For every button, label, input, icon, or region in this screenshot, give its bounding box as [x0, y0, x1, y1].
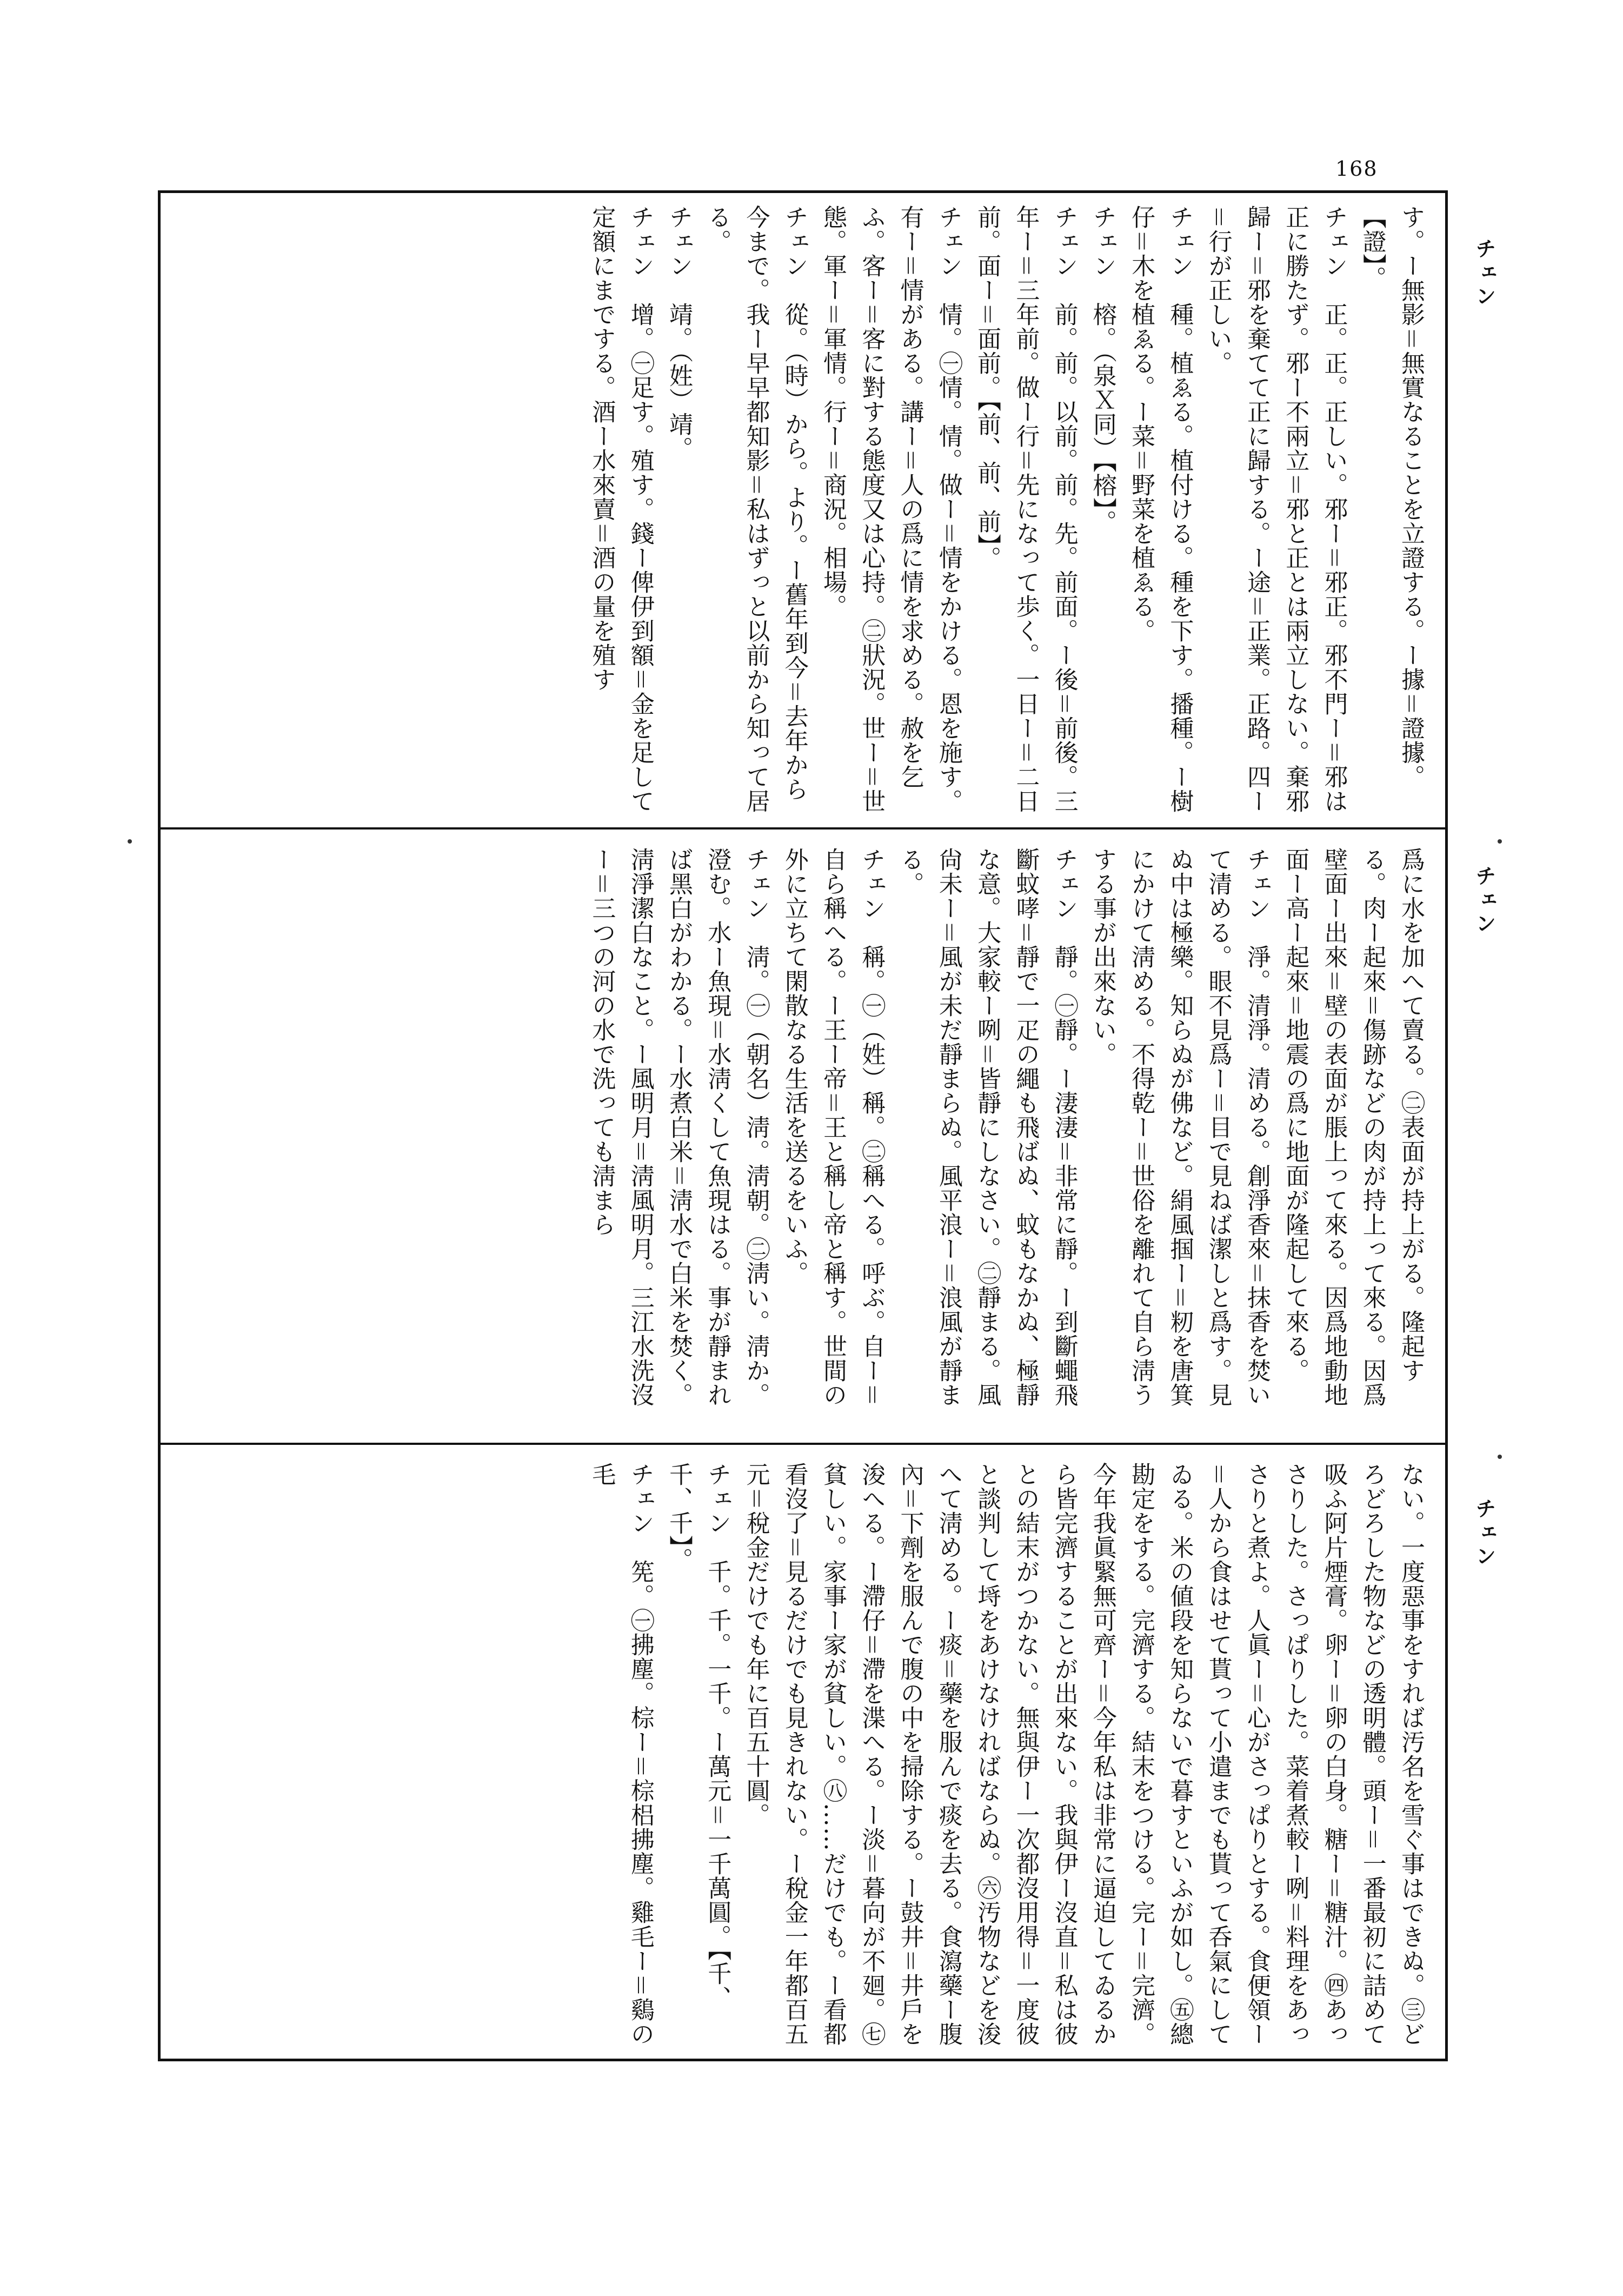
margin-mark: [128, 839, 132, 844]
dictionary-band-top: [161, 193, 1445, 826]
running-head-top: チェン: [1472, 238, 1496, 309]
band-text-middle: 爲に水を加へて賣る。㊁表面が持上がる。隆起する。肉ー起來＝傷跡などの肉が持上って來る。因爲壁面ー出來＝壁の表面が脹上って來る。因爲地動地面ー高ー起來＝地震の爲に地面が隆起して來る。 チェン 淨。清淨。清める。創淨香來＝抹香を焚いて清める。眼不見爲ー＝目で見ねば潔しと爲す。見ぬ中は極樂。知らぬが佛など。絹風掴ー＝籾を唐箕にかけて淸める。不得乾ー＝世俗を離れて自ら淸うする事が出來ない。 チェン 靜。㊀靜。ー淒淒＝非常に靜。ー到斷蠅飛斷蚊哮＝靜で一疋の繩も飛ばぬ、蚊もなかぬ、極靜な意。大家較ー咧＝皆靜にしなさい。㊁靜まる。風尙未ー＝風が未だ靜まらぬ。風平浪ー＝浪風が靜まる。 チェン 稱。㊀（姓）稱。㊁稱へる。呼ぶ。自ー＝自ら稱へる。ー王ー帝＝王と稱し帝と稱す。世間の外に立ちて閑散なる生活を送るをいふ。 チェン 淸。㊀（朝名）淸。淸朝。㊁淸い。淸か。澄む。水ー魚現＝水淸くして魚現はる。事が靜まれば黑白がわかる。ー水煮白米＝淸水で白米を焚く。淸淨潔白なこと。ー風明月＝淸風明月。三江水洗沒ー＝三つの河の水で洗っても淸まら: [588, 847, 1425, 1407]
running-head-middle: チェン: [1472, 865, 1496, 937]
band-text-top: す。ー無影＝無實なることを立證する。ー據＝證據。【證】。 チェン 正。正。正しい。邪ー＝邪正。邪不門ー＝邪は正に勝たず。邪ー不兩立＝邪と正とは兩立しない。棄邪歸ー＝邪を棄てて正に歸する。ー途＝正業。正路。四ー＝行が正しい。 チェン 種。植ゑる。植付ける。種を下す。播種。ー樹仔＝木を植ゑる。ー菜＝野菜を植ゑる。 チェン 榕。（泉Ｘ同）【榕】。 チェン 前。前。以前。前。先。前面。ー後＝前後。三年ー＝三年前。做ー行＝先になって歩く。一日ー＝二日前。面ー＝面前。【前、前、前】。 チェン 情。㊀情。情。做ー＝情をかける。恩を施す。有ー＝情がある。講ー＝人の爲に情を求める。赦を乞ふ。客ー＝客に對する態度又は心持。㊁狀況。世ー＝世態。軍ー＝軍情。行ー＝商況。相場。 チェン 從。（時）から。より。ー舊年到今＝去年から今まで。我ー早早都知影＝私はずっと以前から知って居る。 チェン 靖。（姓）靖。 チェン 增。㊀足す。殖す。錢ー俾伊到額＝金を足して定額にまでする。酒ー水來賣＝酒の量を殖す: [588, 205, 1425, 813]
margin-mark: [1498, 839, 1502, 844]
dictionary-band-middle: [161, 835, 1445, 1441]
band-text-bottom: ない。一度惡事をすれば汚名を雪ぐ事はできぬ。㊂どろどろした物などの透明體。頭ー＝一番最初に詰めて吸ふ阿片煙膏。卵ー＝卵の白身。糖ー＝糖汁。㊃あっさりした。さっぱりした。菜着煮較ー咧＝料理をあっさりと煮よ。人眞ー＝心がさっぱりとする。食便領ー＝人から食はせて貰って小遣までも貰って呑氣にしてゐる。米の値段を知らないで暮すといふが如し。㊄總勘定をする。完濟する。結末をつける。完ー＝完濟。今年我眞緊無可齊ー＝今年私は非常に逼迫してゐるから皆完濟することが出來ない。我與伊ー沒直＝私は彼との結末がつかない。無與伊ー一次都沒用得＝一度彼と談判して埓をあけなければならぬ。㊅汚物などを浚へて淸める。ー痰＝藥を服んで痰を去る。食瀉藥ー腹內＝下劑を服んで腹の中を掃除する。ー鼓井＝井戶を浚へる。ー滯仔＝滯を渫へる。ー淡＝暮向が不廻。㊆貧しい。家事ー家が貧しい。㊇……だけでも。ー看都看沒了＝見るだけでも見きれない。ー稅金一年都百五元＝稅金だけでも年に百五十圓。 チェン 千。千。一千。ー萬元＝一千萬圓。【千、千、千】。 チェン 筅。㊀拂塵。棕ー＝棕梠拂塵。雞毛ー＝鷄の毛: [588, 1462, 1425, 2046]
page-number: 168: [1335, 157, 1378, 181]
band-divider-lower: [161, 1443, 1445, 1445]
running-head-bottom: チェン: [1472, 1498, 1496, 1569]
band-divider-upper: [161, 827, 1445, 830]
margin-mark: [1498, 1455, 1502, 1459]
dictionary-band-bottom: [161, 1450, 1445, 2059]
